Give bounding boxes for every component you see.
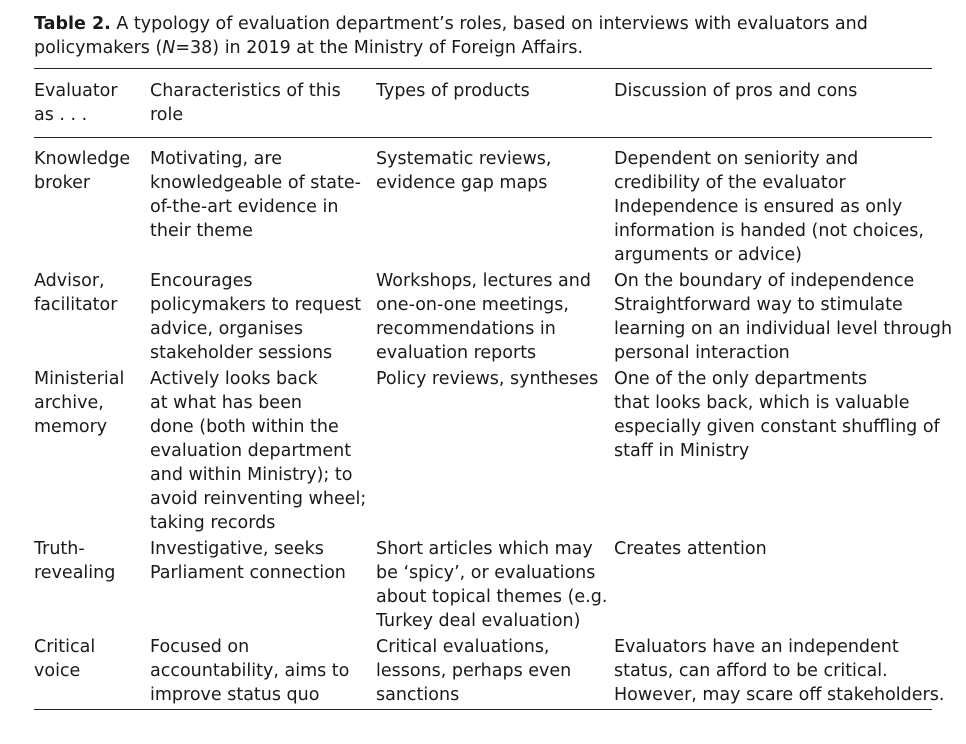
- cell-text-line: broker: [34, 173, 91, 193]
- cell-text-line: Investigative, seeks: [150, 539, 324, 559]
- cell-text-line: Evaluators have an independent: [614, 637, 899, 657]
- cell-text-line: Workshops, lectures and: [376, 271, 591, 291]
- cell-text-line: especially given constant shuffling of: [614, 417, 940, 437]
- cell-characteristics: [150, 367, 376, 537]
- caption-n-symbol: N: [162, 38, 176, 58]
- cell-text-line: Policy reviews, syntheses: [376, 369, 599, 389]
- header-text-line: Evaluator: [34, 81, 118, 101]
- cell-text-line: information is handed (not choices,: [614, 221, 924, 241]
- cell-text-line: Turkey deal evaluation): [376, 611, 581, 631]
- cell-text-line: lessons, perhaps even: [376, 661, 572, 681]
- cell-text-line: one-on-one meetings,: [376, 295, 569, 315]
- cell-text-line: learning on an individual level through: [614, 319, 953, 339]
- roles-table: [34, 69, 932, 137]
- cell-evaluator-role: [34, 269, 150, 367]
- cell-characteristics: [150, 269, 376, 367]
- cell-text-line: Critical evaluations,: [376, 637, 550, 657]
- cell-text-line: Independence is ensured as only: [614, 197, 903, 217]
- cell-text-line: about topical themes (e.g.: [376, 587, 608, 607]
- header-row: [34, 69, 932, 137]
- cell-text-line: of-the-art evidence in: [150, 197, 339, 217]
- cell-text-line: taking records: [150, 513, 276, 533]
- cell-evaluator-role: [34, 138, 150, 269]
- cell-text-line: Creates attention: [614, 539, 767, 559]
- header-text-line: role: [150, 105, 184, 125]
- cell-products: [376, 635, 614, 709]
- header-text-line: Types of products: [376, 81, 530, 101]
- table-row: [34, 635, 932, 709]
- caption-text-2-suffix: =38) in 2019 at the Ministry of Foreign Affairs.: [175, 38, 584, 58]
- cell-text-line: done (both within the: [150, 417, 339, 437]
- cell-text-line: credibility of the evaluator: [614, 173, 846, 193]
- cell-text-line: archive,: [34, 393, 104, 413]
- cell-products: [376, 537, 614, 635]
- cell-evaluator-role: [34, 537, 150, 635]
- cell-text-line: Encourages: [150, 271, 253, 291]
- cell-text-line: Parliament connection: [150, 563, 346, 583]
- cell-pros-cons: [614, 269, 953, 367]
- cell-evaluator-role: [34, 635, 150, 709]
- header-evaluator-as: [34, 69, 150, 137]
- table-figure: [34, 12, 953, 710]
- cell-text-line: evaluation department: [150, 441, 352, 461]
- header-characteristics: [150, 69, 376, 137]
- cell-evaluator-role: [34, 367, 150, 537]
- cell-text-line: their theme: [150, 221, 253, 241]
- cell-text-line: One of the only departments: [614, 369, 868, 389]
- cell-text-line: avoid reinventing wheel;: [150, 489, 367, 509]
- cell-text-line: that looks back, which is valuable: [614, 393, 910, 413]
- cell-text-line: Short articles which may: [376, 539, 593, 559]
- cell-text-line: personal interaction: [614, 343, 790, 363]
- roles-table-body: [34, 138, 953, 709]
- header-text-line: Characteristics of this: [150, 81, 341, 101]
- cell-text-line: at what has been: [150, 393, 302, 413]
- cell-text-line: knowledgeable of state-: [150, 173, 361, 193]
- cell-text-line: be ‘spicy’, or evaluations: [376, 563, 596, 583]
- cell-text-line: accountability, aims to: [150, 661, 350, 681]
- cell-text-line: Straightforward way to stimulate: [614, 295, 903, 315]
- header-text-line: as . . .: [34, 105, 88, 125]
- cell-text-line: policymakers to request: [150, 295, 362, 315]
- cell-text-line: Critical: [34, 637, 96, 657]
- cell-text-line: sanctions: [376, 685, 460, 705]
- table-row: [34, 138, 932, 269]
- table-body: [34, 138, 953, 709]
- header-types-of-products: [376, 69, 614, 137]
- cell-text-line: advice, organises: [150, 319, 303, 339]
- cell-text-line: Actively looks back: [150, 369, 318, 389]
- cell-text-line: stakeholder sessions: [150, 343, 333, 363]
- cell-text-line: arguments or advice): [614, 245, 802, 265]
- cell-pros-cons: [614, 537, 932, 635]
- cell-text-line: Dependent on seniority and: [614, 149, 859, 169]
- cell-text-line: voice: [34, 661, 81, 681]
- table-row: [34, 269, 932, 367]
- cell-text-line: Systematic reviews,: [376, 149, 552, 169]
- cell-text-line: staff in Ministry: [614, 441, 750, 461]
- cell-pros-cons: [614, 367, 940, 537]
- cell-text-line: improve status quo: [150, 685, 320, 705]
- cell-pros-cons: [614, 635, 945, 709]
- cell-text-line: Truth-: [34, 539, 85, 559]
- cell-text-line: Motivating, are: [150, 149, 282, 169]
- cell-characteristics: [150, 537, 376, 635]
- cell-products: [376, 367, 614, 537]
- bottom-rule: [34, 709, 932, 710]
- header-text-line: Discussion of pros and cons: [614, 81, 858, 101]
- caption-text-1: A typology of evaluation department’s roles, based on interviews with evaluators and: [110, 14, 868, 34]
- cell-characteristics: [150, 138, 376, 269]
- table-header: [34, 69, 932, 137]
- cell-text-line: Advisor,: [34, 271, 105, 291]
- cell-text-line: memory: [34, 417, 108, 437]
- cell-text-line: revealing: [34, 563, 116, 583]
- table-row: [34, 367, 932, 537]
- table-caption: [34, 12, 932, 60]
- cell-pros-cons: [614, 138, 932, 269]
- cell-text-line: recommendations in: [376, 319, 556, 339]
- cell-text-line: facilitator: [34, 295, 118, 315]
- cell-text-line: evaluation reports: [376, 343, 537, 363]
- cell-products: [376, 269, 614, 367]
- cell-text-line: On the boundary of independence: [614, 271, 915, 291]
- cell-text-line: However, may scare off stakeholders.: [614, 685, 945, 705]
- cell-products: [376, 138, 614, 269]
- cell-text-line: evidence gap maps: [376, 173, 548, 193]
- cell-text-line: and within Ministry); to: [150, 465, 353, 485]
- caption-line-1: [34, 12, 932, 36]
- cell-text-line: status, can afford to be critical.: [614, 661, 888, 681]
- cell-text-line: Knowledge: [34, 149, 131, 169]
- caption-label: Table 2.: [34, 14, 111, 34]
- header-discussion: [614, 69, 932, 137]
- table-row: [34, 537, 932, 635]
- caption-text-2-prefix: policymakers (: [34, 38, 163, 58]
- cell-characteristics: [150, 635, 376, 709]
- caption-line-2: [34, 36, 932, 60]
- cell-text-line: Ministerial: [34, 369, 125, 389]
- cell-text-line: Focused on: [150, 637, 250, 657]
